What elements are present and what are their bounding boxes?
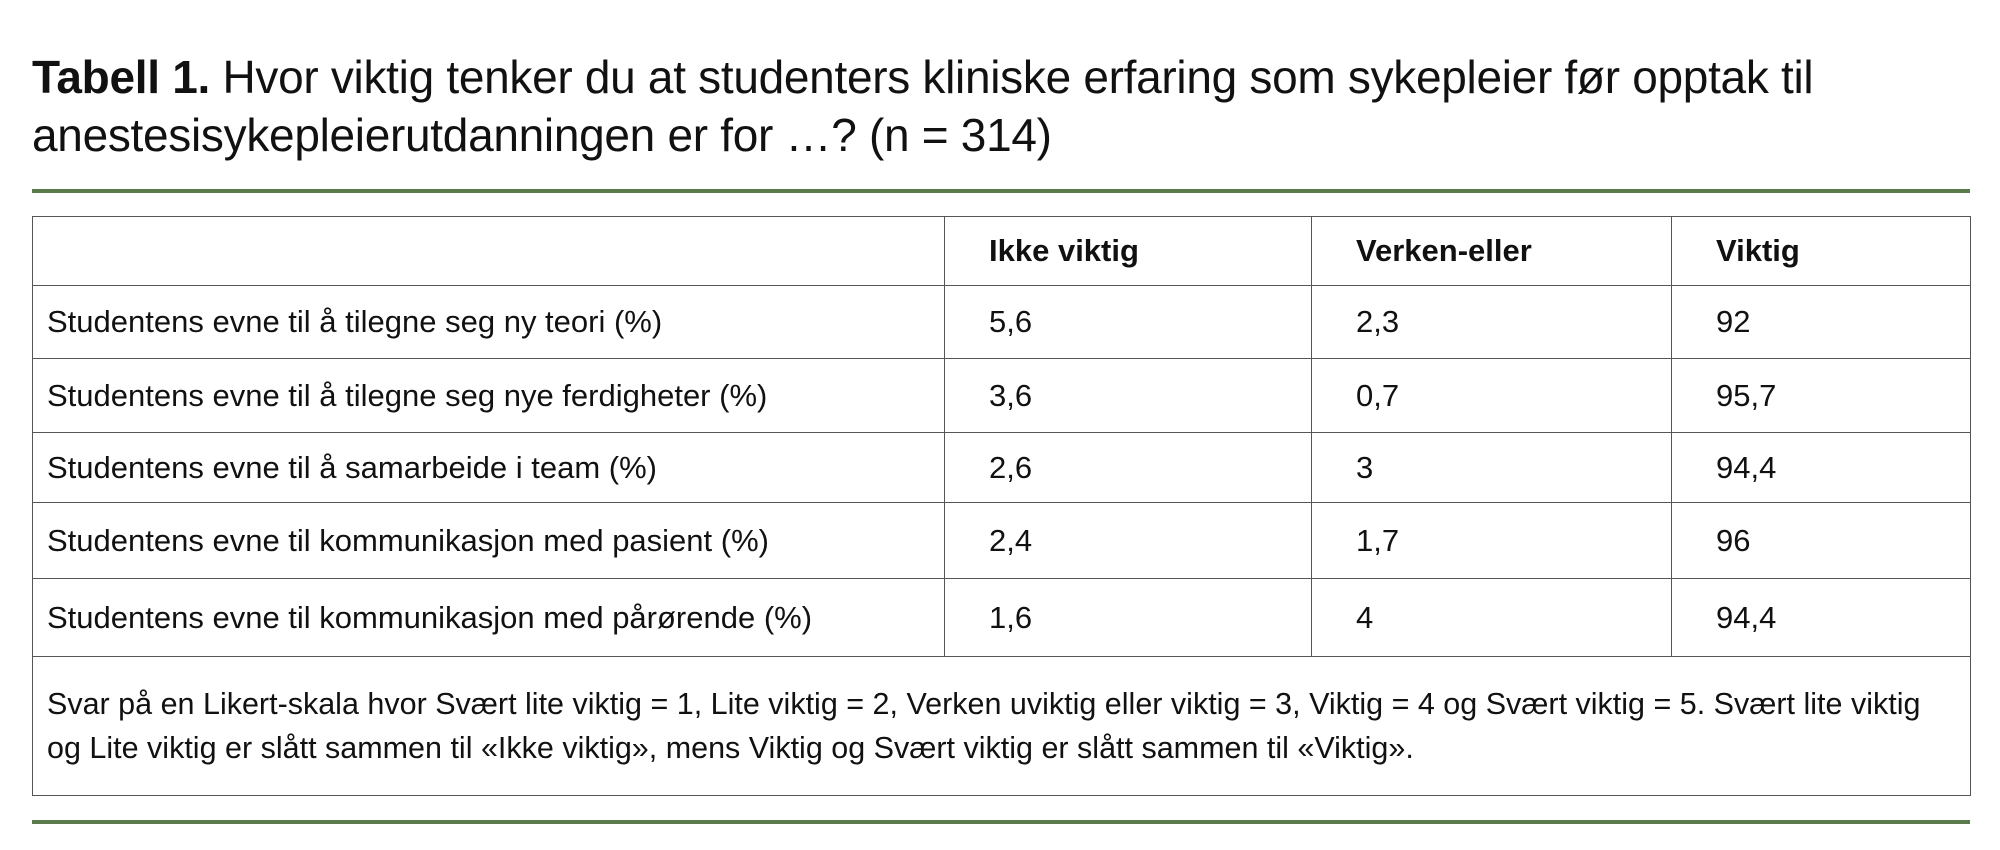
cell-viktig: 92	[1672, 286, 1971, 359]
table-row	[33, 433, 1971, 503]
row-label: Studentens evne til å tilegne seg nye ferdigheter (%)	[33, 359, 945, 433]
table-row	[33, 503, 1971, 579]
table-note: Svar på en Likert-skala hvor Svært lite viktig = 1, Lite viktig = 2, Verken uviktig eller viktig = 3, Viktig = 4 og Svært viktig = 5. Svært lite viktig og Lite viktig er slått sammen til «Ikke viktig», mens Viktig og Svært viktig er slått sammen til «Viktig».	[33, 657, 1971, 796]
header-empty	[33, 217, 945, 286]
cell-ikke-viktig: 2,4	[945, 503, 1312, 579]
cell-viktig: 95,7	[1672, 359, 1971, 433]
cell-viktig: 94,4	[1672, 579, 1971, 657]
header-ikke-viktig: Ikke viktig	[945, 217, 1312, 286]
cell-verken-eller: 1,7	[1312, 503, 1672, 579]
header-verken-eller: Verken-eller	[1312, 217, 1672, 286]
header-row	[33, 217, 1971, 286]
table-row	[33, 286, 1971, 359]
row-label: Studentens evne til kommunikasjon med pasient (%)	[33, 503, 945, 579]
cell-ikke-viktig: 5,6	[945, 286, 1312, 359]
cell-ikke-viktig: 1,6	[945, 579, 1312, 657]
cell-verken-eller: 4	[1312, 579, 1672, 657]
cell-verken-eller: 3	[1312, 433, 1672, 503]
top-divider	[32, 189, 1970, 193]
note-row	[33, 657, 1971, 796]
cell-verken-eller: 0,7	[1312, 359, 1672, 433]
row-label: Studentens evne til kommunikasjon med pårørende (%)	[33, 579, 945, 657]
header-viktig: Viktig	[1672, 217, 1971, 286]
table-row	[33, 579, 1971, 657]
table-caption	[32, 48, 1972, 164]
row-label: Studentens evne til å tilegne seg ny teori (%)	[33, 286, 945, 359]
table-row	[33, 359, 1971, 433]
cell-ikke-viktig: 3,6	[945, 359, 1312, 433]
row-label: Studentens evne til å samarbeide i team (%)	[33, 433, 945, 503]
bottom-divider	[32, 820, 1970, 824]
cell-viktig: 96	[1672, 503, 1971, 579]
cell-ikke-viktig: 2,6	[945, 433, 1312, 503]
caption-label: Tabell 1.	[32, 51, 210, 103]
cell-verken-eller: 2,3	[1312, 286, 1672, 359]
cell-viktig: 94,4	[1672, 433, 1971, 503]
results-table	[32, 216, 1971, 796]
caption-text: Hvor viktig tenker du at studenters kliniske erfaring som sykepleier før opptak til anestesisykepleierutdanningen er for …? (n = 314)	[32, 51, 1814, 161]
